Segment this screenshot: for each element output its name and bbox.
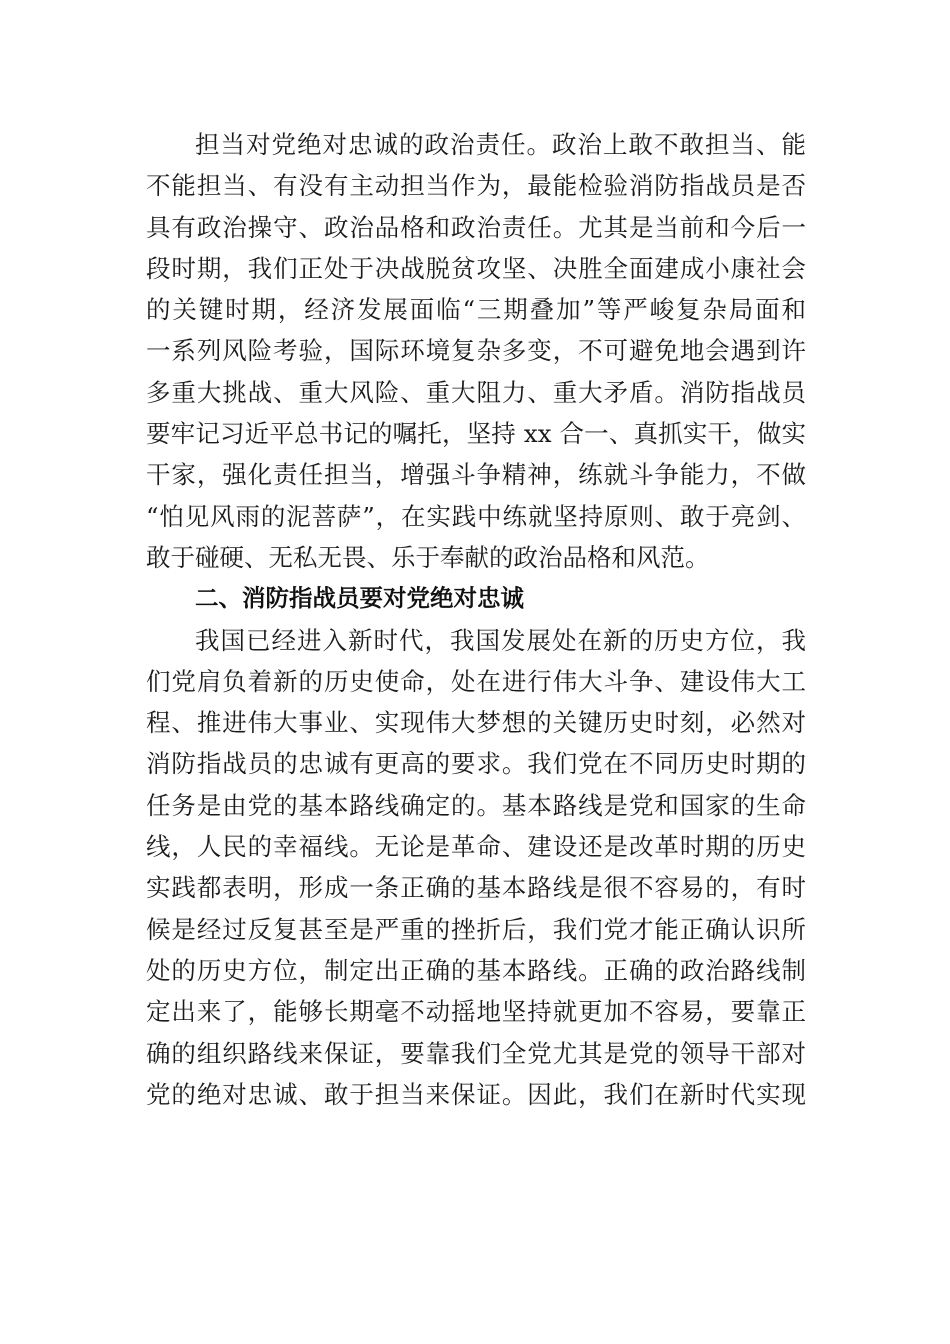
text-line: 候是经过反复甚至是严重的挫折后，我们党才能正确认识所 — [146, 914, 806, 944]
text-line: 干家，强化责任担当，增强斗争精神，练就斗争能力，不做 — [146, 460, 806, 490]
text-line: 们党肩负着新的历史使命，处在进行伟大斗争、建设伟大工 — [146, 666, 806, 696]
text-line: 的关键时期，经济发展面临“三期叠加”等严峻复杂局面和 — [146, 295, 806, 325]
text-line: 消防指战员的忠诚有更高的要求。我们党在不同历史时期的 — [146, 749, 806, 779]
text-line: 要牢记习近平总书记的嘱托，坚持 xx 合一、真抓实干，做实 — [146, 419, 806, 449]
text-line: 敢于碰硬、无私无畏、乐于奉献的政治品格和风范。 — [146, 542, 710, 572]
text-line: 确的组织路线来保证，要靠我们全党尤其是党的领导干部对 — [146, 1038, 806, 1068]
text-line: 定出来了，能够长期毫不动摇地坚持就更加不容易，要靠正 — [146, 997, 806, 1027]
section-heading: 二、消防指战员要对党绝对忠诚 — [195, 584, 524, 613]
text-line: 担当对党绝对忠诚的政治责任。政治上敢不敢担当、能 — [195, 130, 806, 159]
text-line: 一系列风险考验，国际环境复杂多变，不可避免地会遇到许 — [146, 336, 806, 366]
paragraph-new-era — [146, 620, 806, 1116]
text-line: 处的历史方位，制定出正确的基本路线。正确的政治路线制 — [146, 955, 806, 985]
text-line: 多重大挑战、重大风险、重大阻力、重大矛盾。消防指战员 — [146, 377, 806, 407]
text-line: 实践都表明，形成一条正确的基本路线是很不容易的，有时 — [146, 873, 806, 903]
text-line: 具有政治操守、政治品格和政治责任。尤其是当前和今后一 — [146, 212, 806, 242]
text-line: “怕见风雨的泥菩萨”，在实践中练就坚持原则、敢于亮剑、 — [146, 501, 806, 531]
text-line: 程、推进伟大事业、实现伟大梦想的关键历史时刻，必然对 — [146, 708, 806, 738]
text-line: 线，人民的幸福线。无论是革命、建设还是改革时期的历史 — [146, 832, 806, 862]
text-line: 任务是由党的基本路线确定的。基本路线是党和国家的生命 — [146, 790, 806, 820]
text-line: 党的绝对忠诚、敢于担当来保证。因此，我们在新时代实现 — [146, 1079, 806, 1109]
text-line: 我国已经进入新时代，我国发展处在新的历史方位，我 — [195, 625, 806, 655]
text-line: 段时期，我们正处于决战脱贫攻坚、决胜全面建成小康社会 — [146, 253, 806, 283]
paragraph-political-responsibility — [146, 124, 806, 578]
text-line: 不能担当、有没有主动担当作为，最能检验消防指战员是否 — [146, 171, 806, 201]
document-body — [146, 124, 806, 1115]
